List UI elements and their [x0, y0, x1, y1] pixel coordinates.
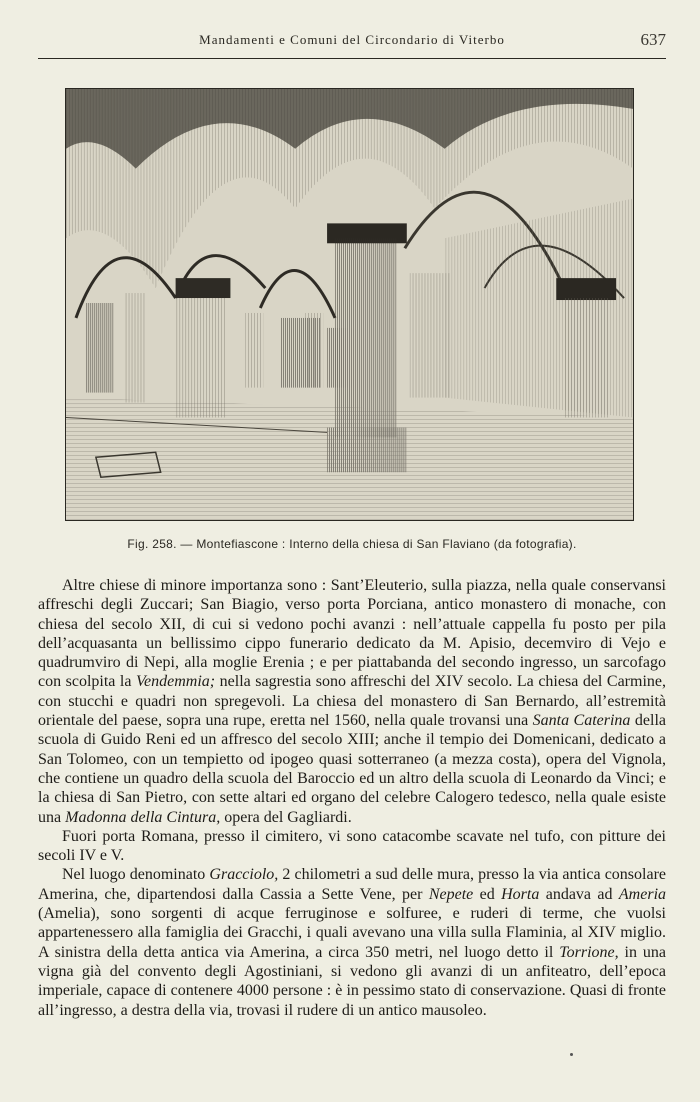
text-span: nella sagrestia sono affreschi del XIV secolo. La chiesa del Carmine, con stucchi e quadri non spregevoli. La chiesa del monastero di San Bernardo, all’estremità orientale del paese, sopra una rupe, eretta nel 1560, nella quale trovansi una: [38, 673, 666, 730]
church-interior-engraving: [65, 88, 634, 521]
page-number: 637: [640, 30, 666, 49]
italic-place: Torrione,: [559, 943, 619, 961]
text-span: della scuola di Guido Reni ed un affresco del secolo XIII; anche il tempio dei Domenicani, dedicato a San Tolomeo, con un tempietto od ipogeo quasi sotterraneo (a mezza costa), opera del Vignola, che contiene un quadro della scuola del Baroccio ed un altro della scuola di Leonardo da Vinci; e la chiesa di San Pietro, con sette altari ed organo del celebre Calogero tedesco, nella quale esiste una: [38, 712, 666, 826]
text-span: Fuori porta Romana, presso il cimitero, vi sono catacombe scavate nel tufo, con pitture dei secoli IV e V.: [38, 827, 666, 865]
print-speck: [570, 1053, 573, 1056]
text-span: opera del Gagliardi.: [220, 808, 352, 826]
article-body: [38, 576, 666, 1020]
paragraph: [38, 576, 666, 827]
text-span: andava ad: [539, 885, 619, 903]
running-title: Mandamenti e Comuni del Circondario di Viterbo: [199, 32, 505, 47]
figure-caption: Fig. 258. — Montefiascone : Interno della chiesa di San Flaviano (da fotografia).: [127, 537, 577, 551]
italic-title: Santa Caterina: [532, 712, 631, 730]
text-span: 2 chilometri a sud delle mura, presso la via antica consolare Amerina, che, dipartendosi dalla Cassia a Sette Vene, per: [38, 866, 667, 903]
paragraph: [38, 827, 666, 866]
header-rule: [38, 58, 666, 59]
italic-place: Gracciolo,: [209, 866, 279, 884]
italic-place: Horta: [501, 885, 540, 903]
text-span: Altre chiese di minore importanza sono : Sant’Eleuterio, sulla piazza, nella quale conservansi affreschi degli Zuccari; San Biagio, verso porta Porciana, antico monastero di monache, con chiesa del secolo XII, di cui si vedono pochi avanzi : nell’attuale cappella fu posto per pila dell’acquasanta un bellissimo cippo funerario dedicato da M. Apisio, decemviro di Vejo e quadrumviro di Nepi, alla moglie Erenia ; e per piattabanda del secondo ingresso, un sarcofago con scolpita la: [38, 577, 666, 691]
paragraph: [38, 865, 666, 1019]
text-span: ed: [473, 885, 502, 903]
text-span: in una vigna già del convento degli Agostiniani, si vedono gli avanzi di un anfiteatro, dell’epoca imperiale, capace di contenere 4000 persone : è in pessimo stato di conservazione. Quasi di fronte all’ingresso, a destra della via, trovasi il rudere di un antico mausoleo.: [38, 943, 667, 1019]
page-header: [38, 30, 666, 54]
italic-place: Nepete: [428, 885, 474, 903]
italic-place: Ameria: [618, 885, 667, 903]
italic-title: Vendemmia;: [136, 673, 216, 691]
text-span: (Amelia), sono sorgenti di acque ferruginose e solfuree, e ruderi di terme, che vuolsi appartenessero alla famiglia dei Gracchi, i quali avevano una villa sulla Flaminia, al XIV miglio. A sinistra della detta antica via Amerina, a circa 350 metri, nel luogo detto il: [38, 905, 666, 961]
text-span: Nel luogo denominato: [62, 866, 210, 884]
engraving-illustration: [66, 89, 633, 520]
italic-title: Madonna della Cintura,: [65, 808, 221, 826]
